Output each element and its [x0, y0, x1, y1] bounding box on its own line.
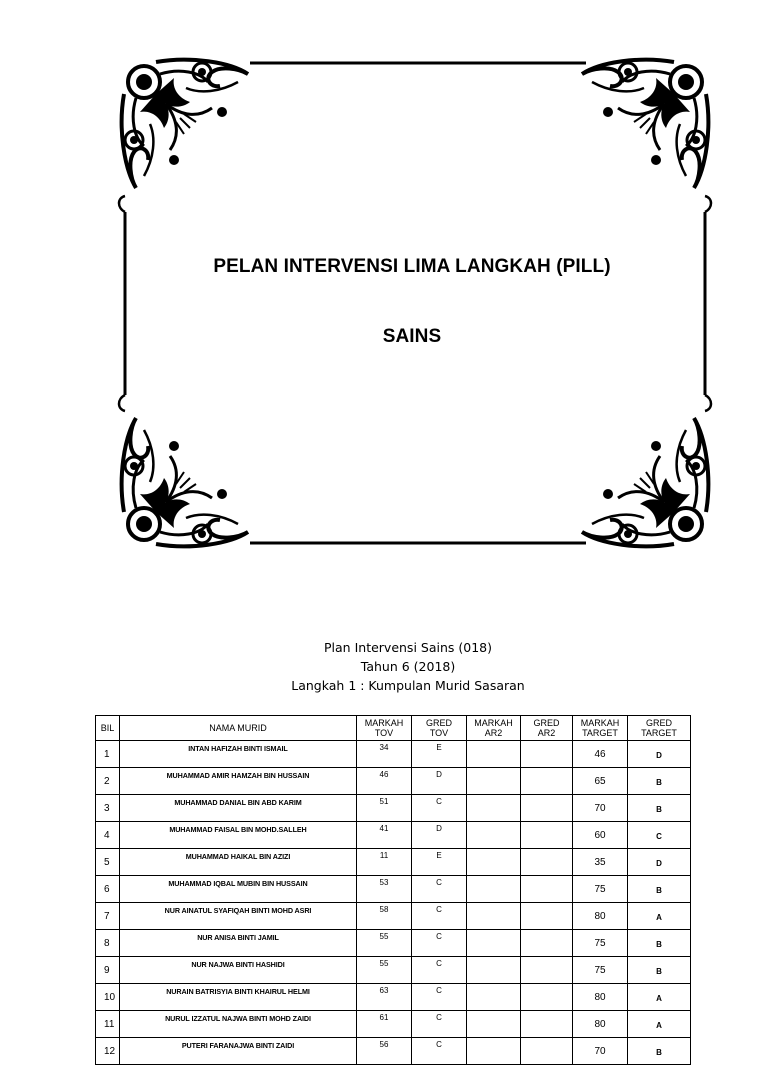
- cell-gred-ar2: [521, 876, 573, 903]
- table-row: [96, 795, 691, 822]
- student-table: [95, 715, 691, 1065]
- cell-gred-tov: C: [412, 984, 467, 1011]
- cell-markah-target: 75: [573, 930, 628, 957]
- cell-markah-target: 65: [573, 768, 628, 795]
- cell-markah-target: 35: [573, 849, 628, 876]
- cell-markah-tov: 56: [357, 1038, 412, 1065]
- cell-nama-murid: NUR ANISA BINTI JAMIL: [120, 930, 357, 957]
- cell-markah-ar2: [467, 768, 521, 795]
- header-gred-tov: GRED TOV: [412, 716, 467, 741]
- cell-markah-tov: 11: [357, 849, 412, 876]
- table-row: [96, 957, 691, 984]
- table-row: [96, 822, 691, 849]
- cell-gred-ar2: [521, 957, 573, 984]
- cell-bil: 10: [96, 984, 120, 1011]
- cell-markah-tov: 46: [357, 768, 412, 795]
- table-row: [96, 741, 691, 768]
- cell-markah-tov: 41: [357, 822, 412, 849]
- cell-gred-target: B: [628, 1038, 691, 1065]
- cell-gred-tov: C: [412, 957, 467, 984]
- cell-markah-ar2: [467, 876, 521, 903]
- cell-gred-tov: C: [412, 876, 467, 903]
- cell-nama-murid: MUHAMMAD IQBAL MUBIN BIN HUSSAIN: [120, 876, 357, 903]
- header-markah-target: MARKAH TARGET: [573, 716, 628, 741]
- cover-title: PELAN INTERVENSI LIMA LANGKAH (PILL): [213, 256, 611, 277]
- cell-gred-ar2: [521, 984, 573, 1011]
- cell-markah-ar2: [467, 1038, 521, 1065]
- cell-gred-ar2: [521, 741, 573, 768]
- cell-markah-target: 70: [573, 795, 628, 822]
- cell-nama-murid: PUTERI FARANAJWA BINTI ZAIDI: [120, 1038, 357, 1065]
- cell-gred-tov: E: [412, 849, 467, 876]
- cell-gred-ar2: [521, 768, 573, 795]
- table-row: [96, 1011, 691, 1038]
- cell-markah-ar2: [467, 795, 521, 822]
- cell-gred-tov: C: [412, 930, 467, 957]
- cell-gred-ar2: [521, 795, 573, 822]
- cell-nama-murid: NURAIN BATRISYIA BINTI KHAIRUL HELMI: [120, 984, 357, 1011]
- cell-markah-target: 75: [573, 957, 628, 984]
- cell-bil: 6: [96, 876, 120, 903]
- cell-markah-tov: 53: [357, 876, 412, 903]
- header-nama-murid: NAMA MURID: [120, 716, 357, 741]
- cell-gred-target: B: [628, 876, 691, 903]
- table-row: [96, 930, 691, 957]
- cell-markah-target: 46: [573, 741, 628, 768]
- cell-markah-tov: 34: [357, 741, 412, 768]
- cell-markah-ar2: [467, 903, 521, 930]
- cell-markah-target: 80: [573, 1011, 628, 1038]
- cell-markah-target: 60: [573, 822, 628, 849]
- cell-markah-target: 75: [573, 876, 628, 903]
- cell-nama-murid: NUR NAJWA BINTI HASHIDI: [120, 957, 357, 984]
- cell-gred-target: B: [628, 768, 691, 795]
- header-bil: BIL: [96, 716, 120, 741]
- cell-gred-ar2: [521, 1038, 573, 1065]
- cell-gred-target: B: [628, 930, 691, 957]
- cell-gred-tov: D: [412, 768, 467, 795]
- header-gred-target: GRED TARGET: [628, 716, 691, 741]
- cell-nama-murid: INTAN HAFIZAH BINTI ISMAIL: [120, 741, 357, 768]
- table-row: [96, 1038, 691, 1065]
- cell-markah-tov: 51: [357, 795, 412, 822]
- cell-gred-tov: C: [412, 1011, 467, 1038]
- cell-markah-tov: 55: [357, 957, 412, 984]
- cell-markah-ar2: [467, 1011, 521, 1038]
- cell-nama-murid: NUR AINATUL SYAFIQAH BINTI MOHD ASRI: [120, 903, 357, 930]
- cell-markah-target: 80: [573, 903, 628, 930]
- cell-gred-ar2: [521, 822, 573, 849]
- cell-gred-tov: C: [412, 1038, 467, 1065]
- cell-bil: 3: [96, 795, 120, 822]
- cell-markah-target: 70: [573, 1038, 628, 1065]
- cell-markah-tov: 58: [357, 903, 412, 930]
- cell-gred-ar2: [521, 849, 573, 876]
- cell-bil: 8: [96, 930, 120, 957]
- cell-markah-ar2: [467, 849, 521, 876]
- cell-gred-target: B: [628, 795, 691, 822]
- cell-nama-murid: MUHAMMAD DANIAL BIN ABD KARIM: [120, 795, 357, 822]
- cell-gred-target: A: [628, 903, 691, 930]
- cell-bil: 5: [96, 849, 120, 876]
- cell-bil: 9: [96, 957, 120, 984]
- cell-markah-ar2: [467, 822, 521, 849]
- table-header-row: [96, 716, 691, 741]
- cell-markah-ar2: [467, 930, 521, 957]
- cell-gred-tov: C: [412, 795, 467, 822]
- cell-markah-ar2: [467, 741, 521, 768]
- cell-gred-target: B: [628, 957, 691, 984]
- cell-gred-ar2: [521, 1011, 573, 1038]
- cell-nama-murid: NURUL IZZATUL NAJWA BINTI MOHD ZAIDI: [120, 1011, 357, 1038]
- cell-nama-murid: MUHAMMAD AMIR HAMZAH BIN HUSSAIN: [120, 768, 357, 795]
- cell-bil: 4: [96, 822, 120, 849]
- cell-markah-tov: 61: [357, 1011, 412, 1038]
- cell-gred-target: C: [628, 822, 691, 849]
- cell-bil: 11: [96, 1011, 120, 1038]
- cell-markah-ar2: [467, 957, 521, 984]
- cell-markah-tov: 55: [357, 930, 412, 957]
- cell-markah-target: 80: [573, 984, 628, 1011]
- table-row: [96, 876, 691, 903]
- plan-step: Langkah 1 : Kumpulan Murid Sasaran: [291, 678, 525, 693]
- cover-subject: SAINS: [382, 326, 442, 347]
- cell-gred-target: A: [628, 984, 691, 1011]
- cell-bil: 7: [96, 903, 120, 930]
- table-row: [96, 984, 691, 1011]
- header-markah-tov: MARKAH TOV: [357, 716, 412, 741]
- cell-gred-tov: C: [412, 903, 467, 930]
- cell-gred-target: D: [628, 849, 691, 876]
- cell-gred-ar2: [521, 930, 573, 957]
- cell-bil: 12: [96, 1038, 120, 1065]
- cell-bil: 1: [96, 741, 120, 768]
- cell-nama-murid: MUHAMMAD FAISAL BIN MOHD.SALLEH: [120, 822, 357, 849]
- cell-gred-tov: E: [412, 741, 467, 768]
- cell-nama-murid: MUHAMMAD HAIKAL BIN AZIZI: [120, 849, 357, 876]
- cell-gred-target: A: [628, 1011, 691, 1038]
- cell-bil: 2: [96, 768, 120, 795]
- table-row: [96, 768, 691, 795]
- plan-title: Plan Intervensi Sains (018): [324, 640, 492, 655]
- header-markah-ar2: MARKAH AR2: [467, 716, 521, 741]
- header-gred-ar2: GRED AR2: [521, 716, 573, 741]
- table-row: [96, 903, 691, 930]
- cell-gred-target: D: [628, 741, 691, 768]
- cell-markah-tov: 63: [357, 984, 412, 1011]
- table-row: [96, 849, 691, 876]
- cell-gred-tov: D: [412, 822, 467, 849]
- cell-gred-ar2: [521, 903, 573, 930]
- plan-year: Tahun 6 (2018): [360, 659, 456, 674]
- cell-markah-ar2: [467, 984, 521, 1011]
